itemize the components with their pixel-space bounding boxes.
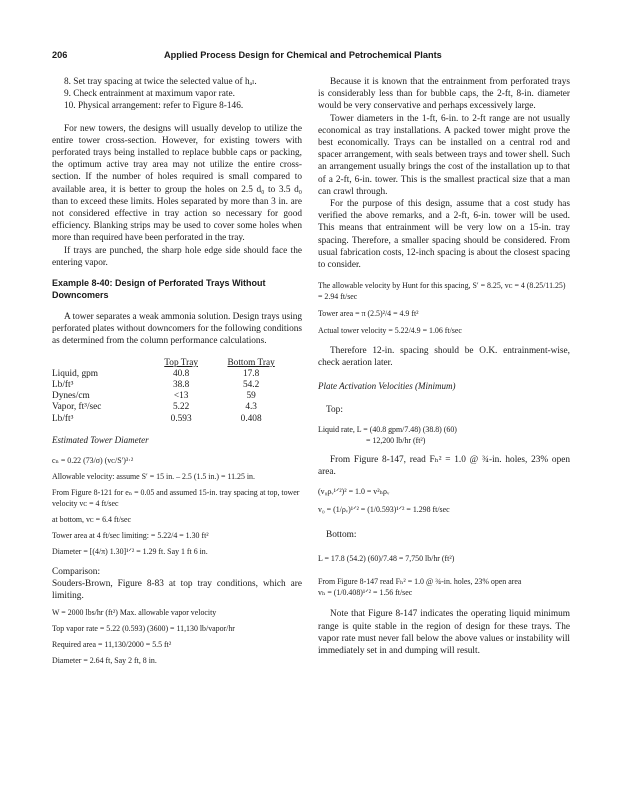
table-cell-label: Lb/ft³ — [52, 413, 74, 424]
table-cell-top: 40.8 — [172, 368, 190, 379]
paragraph-example-intro: A tower separates a weak ammonia solution. Design trays using perforated plates without downcomers for the following conditions as determined from the column performance calculations. — [52, 312, 302, 347]
equation-diameter: Diameter = [(4/π) 1.30]¹ᐟ² = 1.29 ft. Say 1 ft 6 in. — [52, 546, 208, 556]
table-cell-top: 5.22 — [172, 402, 190, 413]
equation-max-vapor: W = 2000 lbs/hr (ft²) Max. allowable vapor velocity — [52, 608, 217, 618]
table-header-bottom-tray: Bottom Tray — [227, 357, 275, 368]
equation-tower-area: Tower area at 4 ft/sec limiting: = 5.22/4 = 1.30 ft² — [52, 530, 209, 540]
equation-activation-factor: (v₀ρᵥ¹ᐟ²)² = 1.0 = v²ₕρᵥ — [318, 487, 390, 497]
table-header-top-tray: Top Tray — [164, 357, 198, 368]
list-item-10: 10. Physical arrangement: refer to Figure 8-146. — [64, 101, 244, 112]
table-row — [52, 414, 292, 425]
table-cell-bottom: 59 — [246, 391, 256, 402]
example-heading: Example 8-40: Design of Perforated Trays Without Downcomers — [52, 278, 266, 300]
paragraph-punched-trays: If trays are punched, the sharp hole edge side should face the entering vapor. — [52, 245, 302, 268]
table-cell-top: 38.8 — [172, 380, 190, 391]
equation-liquid-rate: Liquid rate, L = (40.8 gpm/7.48) (38.8) (60) — [318, 424, 457, 434]
table-row — [52, 380, 292, 391]
table-cell-bottom: 17.8 — [242, 368, 260, 379]
equation-allowable-velocity: Allowable velocity: assume S′ = 15 in. – 2.5 (1.5 in.) = 11.25 in. — [52, 471, 255, 481]
conditions-table — [52, 358, 292, 425]
table-cell-bottom: 54.2 — [242, 380, 260, 391]
table-row — [52, 391, 292, 402]
table-cell-label: Liquid, gpm — [52, 368, 98, 379]
equation-required-area: Required area = 11,130/2000 = 5.5 ft² — [52, 640, 172, 650]
table-cell-top: 0.593 — [170, 413, 192, 424]
plate-activation-heading: Plate Activation Velocities (Minimum) — [318, 380, 456, 391]
equation-figure-read-bottom: From Figure 8-147 read Fₕ² = 1.0 @ ¾-in. holes, 23% open area — [318, 577, 522, 587]
paragraph-cost-study: For the purpose of this design, assume that a cost study has verified the above remarks, and a 2-ft, 6-in. tower will be used. This means that entrainment will be very low on a 15-in. tray spacing. Therefore, a smaller spacing should be considered. From usual fabrication costs, 12-inch spacing is about the closest spacing to consider. — [318, 199, 570, 271]
equation-top-velocity: From Figure 8-121 for eₙ = 0.05 and assumed 15-in. tray spacing at top, tower velocity vᴄ = 4 ft/sec — [52, 487, 300, 508]
left-column — [52, 76, 302, 666]
paragraph-entrainment: Because it is known that the entrainment from perforated trays is considerably less than for bubble caps, the 2-ft, 8-in. diameter would be very conservative and perhaps excessively large. — [318, 77, 570, 112]
table-header-row — [52, 358, 292, 369]
equation-bottom-velocity: at bottom, vᴄ = 6.4 ft/sec — [52, 514, 132, 524]
table-cell-label: Lb/ft³ — [52, 380, 74, 391]
paragraph-note: Note that Figure 8-147 indicates the operating liquid minimum range is quite stable in the region of design for these trays. The vapor rate must never fall below the above values or instability will immediately set in and dumping will result. — [318, 609, 570, 657]
table-row — [52, 369, 292, 380]
paragraph-new-towers: For new towers, the designs will usually develop to utilize the entire tower cross-section. However, for existing towers with perforated trays being installed to replace bubble caps or packing, the optimum active tray area may not utilize the entire cross-section. If the number of holes required is small compared to available area, it is better to group the holes on 2.5 d₀ to 3.5 d₀ than to exceed these limits. Holes separated by more than 3 in. are not considered effective in tray action so necessary for good efficiency. Blanking strips may be used to cover some holes when more than required have been perforated in the tray. — [52, 123, 302, 244]
comparison-label: Comparison: — [52, 566, 101, 577]
table-cell-top: <13 — [173, 391, 189, 402]
equation-bottom-liquid-rate: L = 17.8 (54.2) (60)/7.48 = 7,750 lb/hr (ft²) — [318, 554, 455, 564]
table-cell-label: Dynes/cm — [52, 391, 90, 402]
table-cell-bottom: 0.408 — [240, 413, 262, 424]
equation-entrainment: cₙ = 0.22 (73/σ) (vᴄ/S′)³·² — [52, 455, 134, 465]
right-column — [318, 76, 570, 657]
page-number: 206 — [52, 50, 68, 60]
equation-bottom-hole-velocity: vₕ = (1/0.408)¹ᐟ² = 1.56 ft/sec — [318, 588, 413, 598]
souders-brown-text: Souders-Brown, Figure 8-83 at top tray conditions, which are limiting. — [52, 579, 302, 602]
table-row — [52, 402, 292, 413]
equation-top-vapor-rate: Top vapor rate = 5.22 (0.593) (3600) = 11,130 lb/vapor/hr — [52, 624, 235, 634]
table-cell-label: Vapor, ft³/sec — [52, 402, 102, 413]
paragraph-figure-read-top: From Figure 8-147, read Fₕ² = 1.0 @ ¾-in. holes, 23% open area. — [318, 454, 570, 478]
paragraph-tower-diameters: Tower diameters in the 1-ft, 6-in. to 2-ft range are not usually economical as tray installations. A packed tower might prove the best economically. Trays can be installed on a central rod and spacer arrangement, with seals between trays and tower shell. Such an arrangement usually brings the cost of the installation up to that of a 2-ft, 6-in. tower. This is the smallest practical size that a man can crawl through. — [318, 113, 570, 197]
equation-top-hole-velocity: v₀ = (1/ρᵥ)¹ᐟ² = (1/0.593)¹ᐟ² = 1.298 ft/sec — [318, 505, 450, 515]
equation-actual-velocity: Actual tower velocity = 5.22/4.9 = 1.06 ft/sec — [318, 326, 462, 336]
book-title: Applied Process Design for Chemical and Petrochemical Plants — [164, 50, 442, 60]
bottom-label: Bottom: — [326, 530, 357, 541]
equation-tower-area-right: Tower area = π (2.5)²/4 = 4.9 ft² — [318, 309, 419, 319]
paragraph-spacing-ok: Therefore 12-in. spacing should be O.K. entrainment-wise, check aeration later. — [318, 346, 570, 369]
equation-liquid-rate-result: = 12,200 lb/hr (ft²) — [366, 435, 426, 445]
running-header — [52, 50, 572, 64]
equation-final-diameter: Diameter = 2.64 ft, Say 2 ft, 8 in. — [52, 656, 157, 666]
list-item-9: 9. Check entrainment at maximum vapor rate. — [64, 89, 235, 100]
list-item-8: 8. Set tray spacing at twice the selected value of hₐₗ. — [64, 77, 257, 87]
top-label: Top: — [326, 404, 343, 415]
table-cell-bottom: 4.3 — [245, 402, 257, 413]
equation-hunt-velocity: The allowable velocity by Hunt for this spacing, S′ = 8.25, vᴄ = 4 (8.25/11.25) = 2.94 ft/sec — [318, 281, 566, 302]
estimated-diameter-heading: Estimated Tower Diameter — [52, 434, 149, 445]
